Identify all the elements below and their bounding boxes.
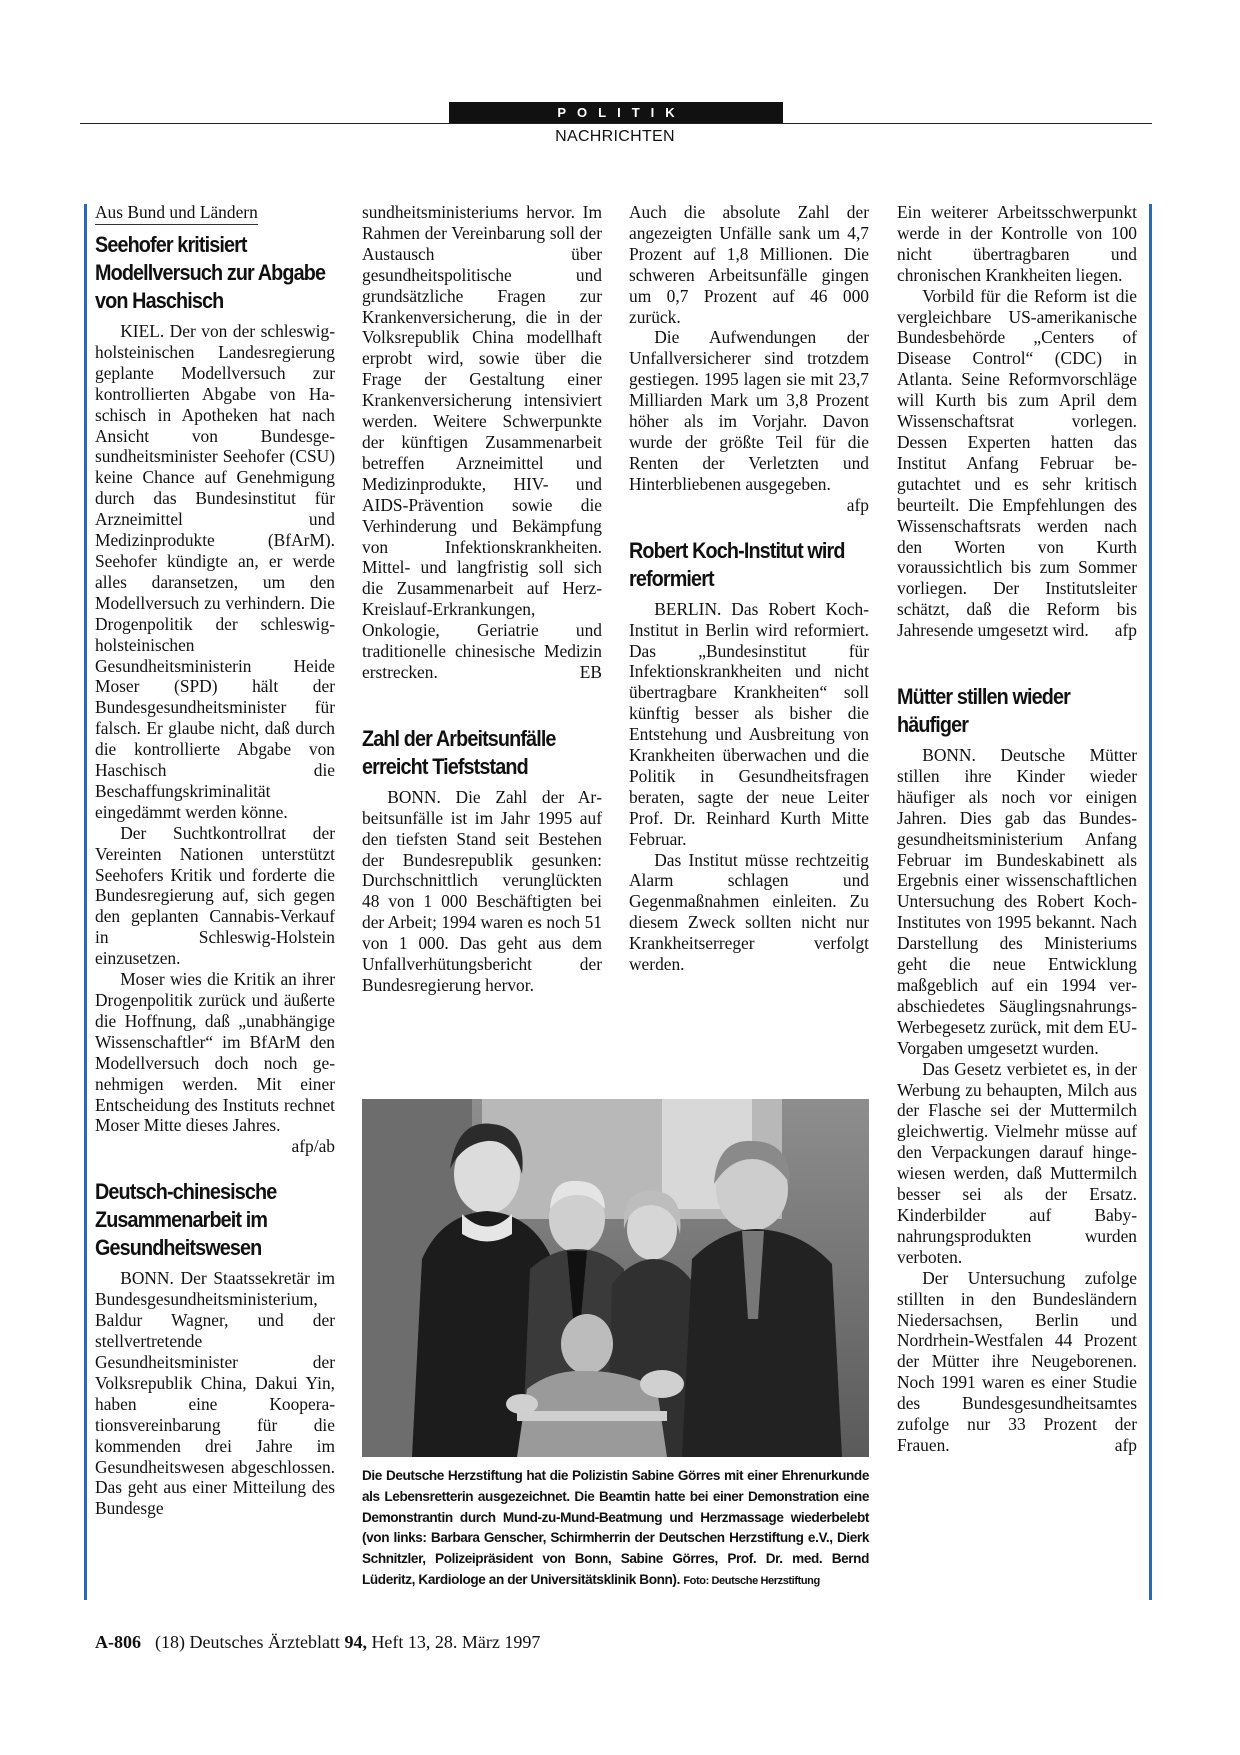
publication-info: (18) Deutsches Ärzteblatt bbox=[155, 1632, 345, 1652]
subsection-label: NACHRICHTEN bbox=[555, 128, 675, 145]
author-signature: EB bbox=[579, 661, 602, 682]
paragraph-text: Die Aufwendungen der Unfallversicherer sind trotzdem gestiegen. 1995 lagen sie mit 23,7 Milliarden Mark um 3,8 Prozent höher als im Vorjahr. Davon wurde der größte Teil für die Renten der Verletzten und Hinterbliebenen ausgegeben. bbox=[629, 327, 869, 494]
article-paragraph: BONN. Die Zahl der Arbeitsunfälle ist im Jahr 1995 auf den tiefsten Stand seit Bestehen der Bundesrepublik gesunken: Durchschnittlich verunglückten 48 von 1 000 Beschäftigten bei der Arbeit; 1994 waren es noch 51 von 1 000. Das geht aus dem Unfallverhütungsbericht der Bundesregierung hervor. bbox=[362, 786, 602, 995]
photo-credit: Foto: Deutsche Herzstiftung bbox=[683, 1574, 820, 1587]
kicker: Aus Bund und Ländern bbox=[95, 202, 258, 225]
article-paragraph bbox=[629, 327, 869, 515]
paragraph-text: sundheitsministeriums hervor. Im Rahmen der Vereinbarung soll der Austausch über gesundheitspolitische und grundsätzliche Fragen zur Krankenversicherung, die in der Volksrepublik China modellhaft erprobt wird, sowie über die Frage der Gestaltung einer Krankenversicherung intensiviert werden. Weitere Schwerpunkte der künftigen Zusammenarbeit betreffen Arzneimittel und Medizinprodukte, HIV- und AIDS-Prävention sowie die Verhinderung und Bekämpfung von Infektionskrankheiten. Mittel- und langfristig soll sich die Zusammenarbeit auf Herz-Kreislauf-Erkrankungen, Onkologie, Geriatrie und traditionelle chinesische Medizin erstrecken. bbox=[362, 202, 602, 682]
headline-arbeitsunfaelle: Zahl der Arbeitsunfälle erreicht Tiefststand bbox=[362, 725, 556, 779]
article-paragraph: BONN. Deutsche Mütter stillen ihre Kinder wieder häufiger als noch vor einigen Jahren. Dies gab das Bundesgesundheitsministerium Anfang Februar im Bundeskabinett als Ergebnis einer wissenschaftlichen Untersuchung des Robert Koch-Institutes von 1995 bekannt. Nach Darstellung des Ministeriums geht die neue Entwicklung maßgeblich auf ein 1994 verabschiedetes Säuglingsnahrungs-Werbegesetz zurück, mit dem EU-Vorgaben umgesetzt wurden. bbox=[897, 745, 1137, 1058]
article-paragraph: BONN. Der Staatssekretär im Bundesgesundheitsministerium, Baldur Wagner, und der stellvertretende Gesundheitsminister der Volksrepublik China, Dakui Yin, haben eine Kooperationsvereinbarung für die kommenden drei Jahre im Gesundheitswesen abgeschlossen. Das geht aus einer Mitteilung des Bundesge bbox=[95, 1268, 335, 1519]
article-paragraph bbox=[362, 202, 602, 683]
photo-illustration bbox=[362, 1099, 869, 1457]
article-paragraph bbox=[95, 969, 335, 1157]
caption-text: Die Deutsche Herzstiftung hat die Polizistin Sabine Görres mit einer Ehrenurkunde als Lebensretterin ausgezeichnet. Die Beamtin hatte bei einer Demonstration eine Demonstrantin durch Mund-zu-Mund-Beatmung und Herzmassage wiederbelebt (von links: Barbara Genscher, Schirmherrin der Deutschen Herzstiftung e.V., Dierk Schnitzler, Polizeipräsident von Bonn, Sabine Görres, Prof. Dr. med. Bernd Lüderitz, Kardiologe an der Universitätsklinik Bonn). bbox=[362, 1468, 869, 1587]
headline-haschisch: Seehofer kritisiert Modellversuch zur Abgabe von Haschisch bbox=[95, 232, 326, 313]
column-1 bbox=[95, 202, 335, 1519]
column-2 bbox=[362, 202, 602, 996]
article-paragraph: BERLIN. Das Robert Koch-Institut in Berlin wird reformiert. Das „Bundesinstitut für Infektionskrankheiten und nicht übertragbare Krankheiten“ soll künftig besser als bisher die Entstehung und Ausbreitung von Krankheiten überwachen und die Politik in Gesundheitsfragen beraten, sagte der neue Leiter Prof. Dr. Reinhard Kurth Mitte Februar. bbox=[629, 598, 869, 849]
headline-rki: Robert Koch-Institut wird reformiert bbox=[629, 537, 845, 591]
column-3 bbox=[629, 202, 869, 975]
paragraph-text: Der Untersuchung zufolge stillten in den Bundesländern Niedersachsen, Berlin und Nordrhein-Westfalen 44 Prozent der Mütter ihre Neugeborenen. Noch 1991 waren es einer Studie des Bundesgesundheitsamtes zufolge nur 33 Prozent der Frauen. bbox=[897, 1267, 1137, 1455]
article-paragraph: Der Suchtkontrollrat der Vereinten Nationen unterstützt Seehofers Kritik und forderte die Bundesregierung auf, sich gegen den geplanten Cannabis-Verkauf in Schleswig-Holstein einzusetzen. bbox=[95, 822, 335, 969]
article-paragraph: Das Gesetz verbietet es, in der Werbung zu behaupten, Milch aus der Flasche sei der Muttermilch gleichwertig. Vielmehr müsse auf den Verpackungen darauf hingewiesen werden, daß Muttermilch besser sei als der Ersatz. Kinderbilder auf Babynahrungsprodukten wurden verboten. bbox=[897, 1058, 1137, 1267]
author-signature: afp bbox=[1114, 620, 1137, 641]
article-paragraph: Auch die absolute Zahl der angezeigten Unfälle sank um 4,7 Prozent auf 1,8 Millionen. Die schweren Arbeitsunfälle gingen um 0,7 Prozent auf 46 000 zurück. bbox=[629, 202, 869, 327]
paragraph-text: Vorbild für die Reform ist die vergleichbare US-amerikanische Bundesbehörde „Centers of Disease Control“ (CDC) in Atlanta. Seine Reformvorschläge will Kurth bis zum April dem Wissenschaftsrat vorlegen. Dessen Experten hatten das Institut Anfang Februar begutachtet und es sehr kritisch beurteilt. Die Empfehlungen des Wissenschaftsrats werden nach den Worten von Kurth voraussichtlich bis zum Sommer vorliegen. Der Institutsleiter schätzt, daß die Reform bis Jahresende umgesetzt wird. bbox=[897, 285, 1137, 641]
author-signature: afp bbox=[846, 494, 869, 515]
left-margin-bar bbox=[84, 204, 87, 1600]
article-paragraph: KIEL. Der von der schleswig-holsteinischen Landesregierung geplante Modellversuch zur kontrollierten Abgabe von Haschisch in Apotheken hat nach Ansicht von Bundesgesundheitsminister Seehofer (CSU) keine Chance auf Genehmigung durch das Bundesinstitut für Arzneimittel und Medizinprodukte (BfArM). Seehofer kündigte an, er werde alles daransetzen, um den Modellversuch zu verhindern. Die Drogenpolitik der schleswig-holsteinischen Gesundheitsministerin Heide Moser (SPD) hält der Bundesgesundheitsminister für falsch. Er glaube nicht, daß durch die kontrollierte Abgabe von Haschisch die Beschaffungskriminalität eingedämmt werden könne. bbox=[95, 321, 335, 822]
news-photo bbox=[362, 1099, 869, 1457]
article-paragraph: Das Institut müsse rechtzeitig Alarm schlagen und Gegenmaßnahmen einleiten. Zu diesem Zweck sollten nicht nur Krankheitserreger verfolgt werden. bbox=[629, 849, 869, 975]
column-4 bbox=[897, 202, 1137, 1456]
issue-date: Heft 13, 28. März 1997 bbox=[366, 1632, 541, 1652]
author-signature: afp/ab bbox=[291, 1136, 335, 1157]
page-number: A-806 bbox=[95, 1632, 141, 1652]
author-signature: afp bbox=[1114, 1434, 1137, 1455]
article-paragraph bbox=[897, 286, 1137, 641]
headline-china: Deutsch-chinesische Zusammenarbeit im Gesundheitswesen bbox=[95, 1179, 277, 1261]
paragraph-text: Moser wies die Kritik an ihrer Drogenpolitik zurück und äußerte die Hoffnung, daß „unabhängige Wissenschaftler“ im BfArM den Modellversuch doch noch genehmigen werden. Mit einer Entscheidung des Instituts rechnet Moser Mitte dieses Jahres. bbox=[95, 969, 335, 1136]
volume-number: 94, bbox=[344, 1632, 367, 1652]
header-rule bbox=[80, 123, 1152, 124]
page-footer bbox=[95, 1632, 540, 1653]
section-banner: POLITIK bbox=[449, 102, 783, 123]
headline-muetter: Mütter stillen wieder häufiger bbox=[897, 684, 1070, 738]
photo-caption bbox=[362, 1466, 869, 1592]
article-paragraph: Ein weiterer Arbeitsschwerpunkt werde in der Kontrolle von 100 nicht übertragbaren und chronischen Krankheiten liegen. bbox=[897, 202, 1137, 285]
right-margin-bar bbox=[1149, 204, 1152, 1600]
article-paragraph bbox=[897, 1268, 1137, 1456]
